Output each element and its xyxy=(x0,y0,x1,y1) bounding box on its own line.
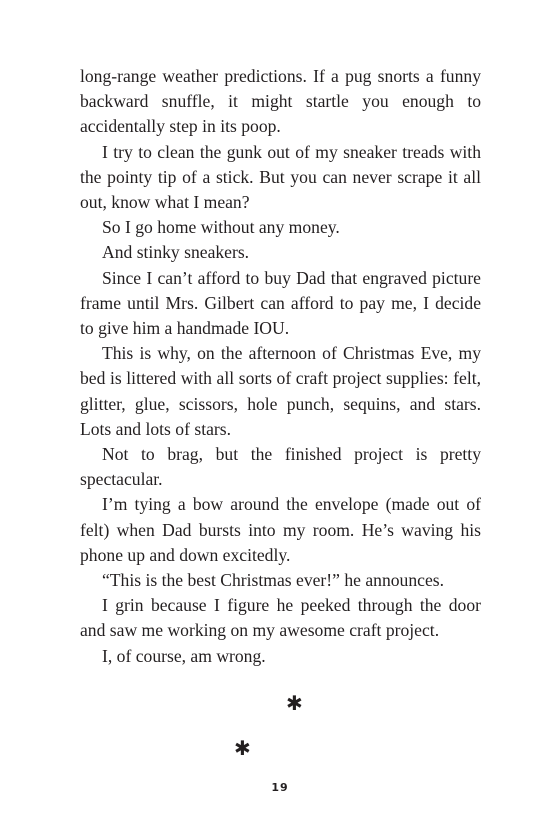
paragraph: long-range weather predictions. If a pug snorts a funny backward snuffle, it might startle you enough to accidentally step in its poop. xyxy=(80,66,481,137)
paragraph: Not to brag, but the finished project is pretty spectacular. xyxy=(80,444,481,490)
paragraph: And stinky sneakers. xyxy=(102,242,250,263)
paragraph: I grin because I figure he peeked through the door and saw me working on my awesome craft project. xyxy=(80,595,481,641)
paragraph: “This is the best Christmas ever!” he announces. xyxy=(102,570,445,591)
section-break-star-icon: ✱ xyxy=(286,691,303,715)
section-break-star-icon: ✱ xyxy=(234,736,251,760)
body-text xyxy=(80,64,481,669)
paragraph: This is why, on the afternoon of Christmas Eve, my bed is littered with all sorts of craft project supplies: felt, glitter, glue, scissors, hole punch, sequins, and stars. Lots and lots of stars. xyxy=(80,343,481,439)
paragraph: I, of course, am wrong. xyxy=(102,645,266,666)
paragraph: So I go home without any money. xyxy=(102,217,340,238)
page-number: 19 xyxy=(271,781,289,794)
paragraph: Since I can’t afford to buy Dad that engraved picture frame until Mrs. Gilbert can afford to pay me, I decide to give him a handmade IOU. xyxy=(80,267,481,339)
paragraph: I try to clean the gunk out of my sneaker treads with the pointy tip of a stick. But you can never scrape it all out, know what I mean? xyxy=(80,141,481,213)
paragraph: I’m tying a bow around the envelope (made out of felt) when Dad bursts into my room. He’s waving his phone up and down excitedly. xyxy=(80,494,481,565)
